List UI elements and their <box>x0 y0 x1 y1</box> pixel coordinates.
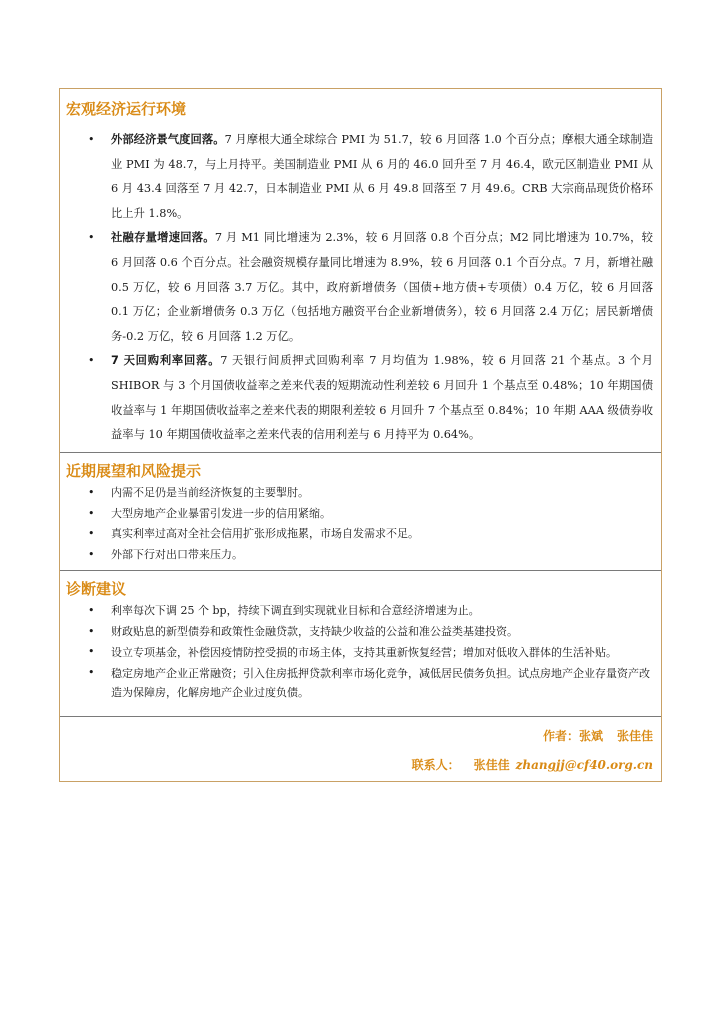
report-frame <box>59 88 662 782</box>
bullet-icon: • <box>88 645 95 658</box>
outlook-list <box>60 483 661 565</box>
list-item <box>60 642 661 663</box>
contact-label: 联系人： <box>411 758 460 772</box>
outlook-section <box>60 453 661 571</box>
contact-name: 张佳佳 <box>473 758 510 772</box>
author-line <box>60 717 653 755</box>
bullet-icon: • <box>88 231 95 245</box>
item-text: 7 月摩根大通全球综合 PMI 为 51.7，较 6 月回落 1.0 个百分点；摩根大通全球制造业 PMI 为 48.7，与上月持平。美国制造业 PMI 从 6 月的 46.0 回升至 7 月 46.4，欧元区制造业 PMI 从 6 月 43.4 回落至 7 月 42.7，日本制造业 PMI 从 6 月 49.8 回落至 7 月 49.6。CRB 大宗商品现货价格环比上升 1.8%。 <box>111 133 653 220</box>
list-item <box>60 524 661 545</box>
contact-line <box>60 755 653 783</box>
bullet-icon: • <box>88 506 95 520</box>
author-name: 张佳佳 <box>616 729 653 743</box>
bullet-icon: • <box>88 666 95 679</box>
list-item <box>60 545 661 566</box>
outlook-heading: 近期展望和风险提示 <box>66 462 202 480</box>
list-item <box>60 601 661 622</box>
item-text: 7 天银行间质押式回购利率 7 月均值为 1.98%，较 6 月回落 21 个基点。3 个月 SHIBOR 与 3 个月国债收益率之差来代表的短期流动性利差较 6 月回升 1 个基点至 0.48%；10 年期国债收益率与 1 年期国债收益率之差来代表的期限利差较 6 月回升 7 个基点至 0.84%；10 年期 AAA 级债券收益率与 10 年期国债收益率之差来代表的信用利差与 6 月持平为 0.64%。 <box>111 354 653 442</box>
macro-heading: 宏观经济运行环境 <box>66 100 187 118</box>
bullet-icon: • <box>88 624 95 638</box>
macro-list <box>60 128 661 448</box>
item-text: 设立专项基金，补偿因疫情防控受损的市场主体，支持其重新恢复经营；增加对低收入群体的生活补贴。 <box>111 646 617 659</box>
list-item <box>60 504 661 525</box>
item-text: 利率每次下调 25 个 bp，持续下调直到实现就业目标和合意经济增速为止。 <box>111 604 480 617</box>
bullet-icon: • <box>88 527 95 540</box>
item-text: 稳定房地产企业正常融资；引入住房抵押贷款利率市场化竞争，减低居民债务负担。试点房地产企业存量资产改造为保障房，化解房地产企业过度负债。 <box>111 667 650 699</box>
item-text: 真实利率过高对全社会信用扩张形成拖累，市场自发需求不足。 <box>111 527 419 540</box>
contact-email[interactable]: zhangjj@cf40.org.cn <box>515 758 653 772</box>
report-footer <box>60 717 661 783</box>
list-item <box>60 663 661 703</box>
author-label: 作者： <box>542 729 579 743</box>
list-item <box>60 622 661 643</box>
list-item <box>60 226 661 349</box>
list-item <box>60 128 661 226</box>
advice-section <box>60 571 661 717</box>
bullet-icon: • <box>88 486 95 499</box>
author-name: 张斌 <box>578 729 603 743</box>
item-text: 大型房地产企业暴雷引发进一步的信用紧缩。 <box>111 506 331 520</box>
advice-list <box>60 601 661 703</box>
bullet-icon: • <box>88 354 95 368</box>
advice-heading: 诊断建议 <box>66 580 127 598</box>
item-lead: 7 天回购利率回落。 <box>111 354 221 368</box>
bullet-icon: • <box>88 604 95 617</box>
list-item <box>60 483 661 504</box>
list-item <box>60 349 661 447</box>
item-text: 7 月 M1 同比增速为 2.3%，较 6 月回落 0.8 个百分点；M2 同比增速为 10.7%，较 6 月回落 0.6 个百分点。社会融资规模存量同比增速为 8.9%，较 6 月回落 0.1 个百分点。7 月，新增社融 0.5 万亿，较 6 月回落 3.7 万亿。其中，政府新增债务（国债+地方债+专项债）0.4 万亿，较 6 月回落 0.1 万亿；企业新增债务 0.3 万亿（包括地方融资平台企业新增债务），较 6 月回落 2.4 万亿；居民新增债务-0.2 万亿，较 6 月回落 1.2 万亿。 <box>111 231 653 343</box>
item-lead: 社融存量增速回落。 <box>111 231 215 245</box>
macro-section <box>60 89 661 453</box>
bullet-icon: • <box>88 547 95 561</box>
item-lead: 外部经济景气度回落。 <box>111 133 225 146</box>
item-text: 外部下行对出口带来压力。 <box>111 547 243 561</box>
item-text: 财政贴息的新型债券和政策性金融贷款，支持缺少收益的公益和准公益类基建投资。 <box>111 624 518 638</box>
bullet-icon: • <box>88 133 95 146</box>
item-text: 内需不足仍是当前经济恢复的主要掣肘。 <box>111 486 309 499</box>
